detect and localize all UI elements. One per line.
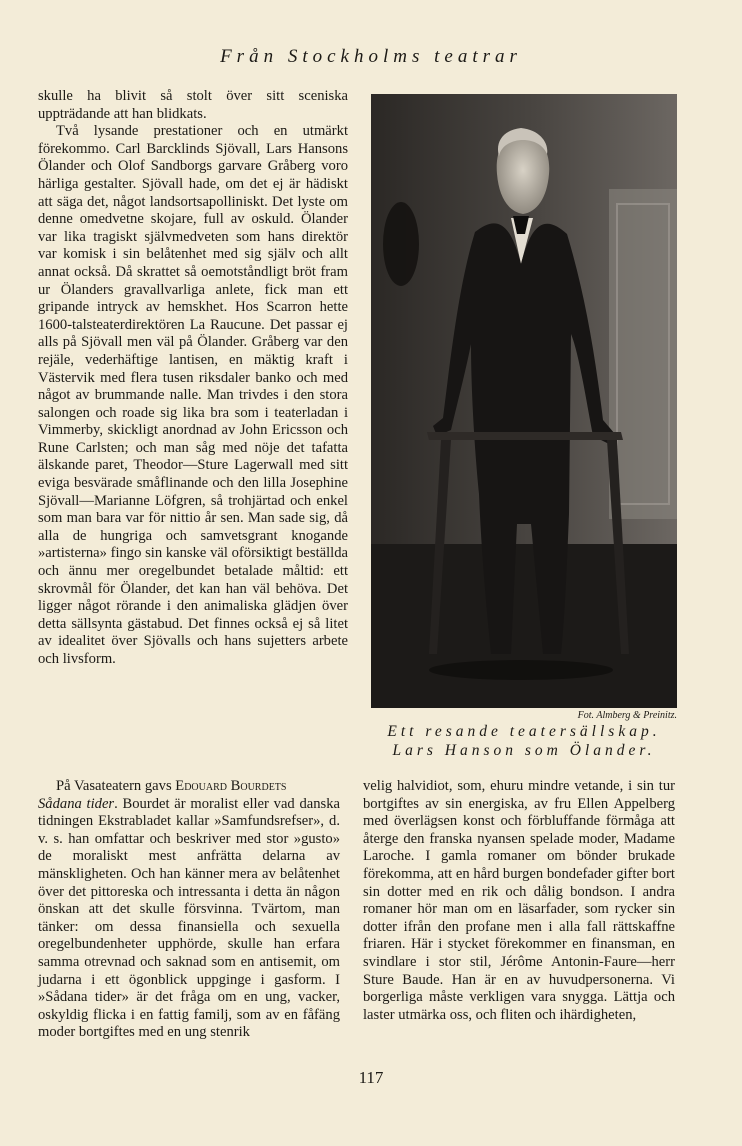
photo-credit: Fot. Almberg & Preinitz. xyxy=(577,710,677,721)
article-column-top-left xyxy=(38,88,348,669)
caption-line: Ett resande teatersällskap. xyxy=(387,723,661,740)
photo-caption xyxy=(366,722,682,760)
article-column-bottom-left xyxy=(38,778,340,1042)
page-number: 117 xyxy=(358,1068,384,1087)
author-name: Edouard Bourdets xyxy=(175,778,287,794)
paragraph: skulle ha blivit så stolt över sitt sceniska uppträdande att han blidkats. xyxy=(38,88,348,122)
play-title: Sådana tider xyxy=(38,795,115,812)
paragraph xyxy=(38,778,340,1042)
paragraph-body: . Bourdet är moralist eller vad danska tidningen Ekstrabladet kallar »Samfundsrefser», d. v. s. han omfattar och beskriver med stor »gusto» de moraliskt mest anfrätta delarna av mänskligheten. Och han känner mera av belåtenhet över det pittoreska och intressanta i detta än någon önskan att det skulle försvinna. Tvärtom, man tänker: om dessa finansiella och sexuella oregelbundenheter upphörde, skulle han erfara samma otrevnad och saknad som en antisemit, om judarna i ett ögonblick uppginge i gasform. I »Sådana tider» är det fråga om en ung, vacker, oskyldig flicka i en fattig familj, som av en fåfäng moder bortgiftes med en ung stenrik xyxy=(38,795,340,1041)
paragraph-intro: På Vasateatern gavs xyxy=(56,778,176,794)
running-head: Från Stockholms teatrar xyxy=(220,46,522,67)
paragraph: Två lysande prestationer och en utmärkt förekommo. Carl Barcklinds Sjövall, Lars Hansons Ölander och Olof Sandborgs garvare Gråberg voro härliga gestalter. Sjövall hade, om det ej är hädiskt att säga det, något landsortsapolliniskt. Det lyste om denne omedvetne skojare, full av oskuld. Ölander var lika tragiskt självmedveten som hans direktör var komisk i sin belåtenhet med sig själv och allt annat också. Då skrattet så oemotståndligt bröt fram ur Ölanders gravallvarliga anlete, fick man ett gripande intryck av hemskhet. Hos Scarron hette 1600-talsteaterdirektören La Raucune. Det passar ej alls på Sjövall men väl på Ölander. Gråberg var den rejäle, vederhäftige lantisen, en mäktig kraft i Västervik med flera tusen riksdaler banko och med något av brummande nalle. Man trivdes i den stora salongen och roade sig lika bra som i teaterladan i Vimmerby, skickligt anordnad av John Ericsson och Rune Carlsten; och man såg med nöje det tafatta älskande paret, Theodor—Sture Lagerwall med sitt eviga besvärade småflinande och den lilla Josephine Sjövall—Marianne Löfgren, så trohjärtad och enkel som man bara var för nittio år sen. Man sade sig, då alla de hungriga och samvetsgrant knogande »artisterna» fingo sin kanske väl oförsiktigt beställda och ännu mer oregelbundet betalade måltid: ett skrovmål för Ölander, det kan han väl behöva. Det ligger något rörande i den animaliska glädjen över detta sällsynta gästabud. Det finnes också ej så litet av idealitet över Sjövalls och hans sujetters arbete och livsform. xyxy=(38,123,348,667)
photo-illustration xyxy=(371,94,677,708)
caption-line: Lars Hanson som Ölander. xyxy=(392,742,656,759)
paragraph: velig halvidiot, som, ehuru mindre vetande, i sin tur bortgiftes av sin energiska, av fru Ellen Appelberg med överlägsen konst och förbluffande förmåga att återge den franska nyansen spelade moder, Madame Laroche. I gamla romaner om bönder brukade förekomma, att en hård burgen bondefader gifter bort sin dotter med en rik och dålig bondson. I andra romaner hör man om en läsarfader, som rycker sin dotter ifrån den profane men i alla fall rättskaffne friaren. Här i stycket förekommer en finansman, en svindlare i stor stil, Jérôme Antonin-Faure—herr Sture Baude. Han är en av huvudpersonerna. Vi borgerliga måste verkligen vara snygga. Lättja och laster utmärka oss, och fliten och ihärdigheten, xyxy=(363,778,675,1023)
article-column-bottom-right xyxy=(363,778,675,1024)
theatre-photograph xyxy=(371,94,677,708)
